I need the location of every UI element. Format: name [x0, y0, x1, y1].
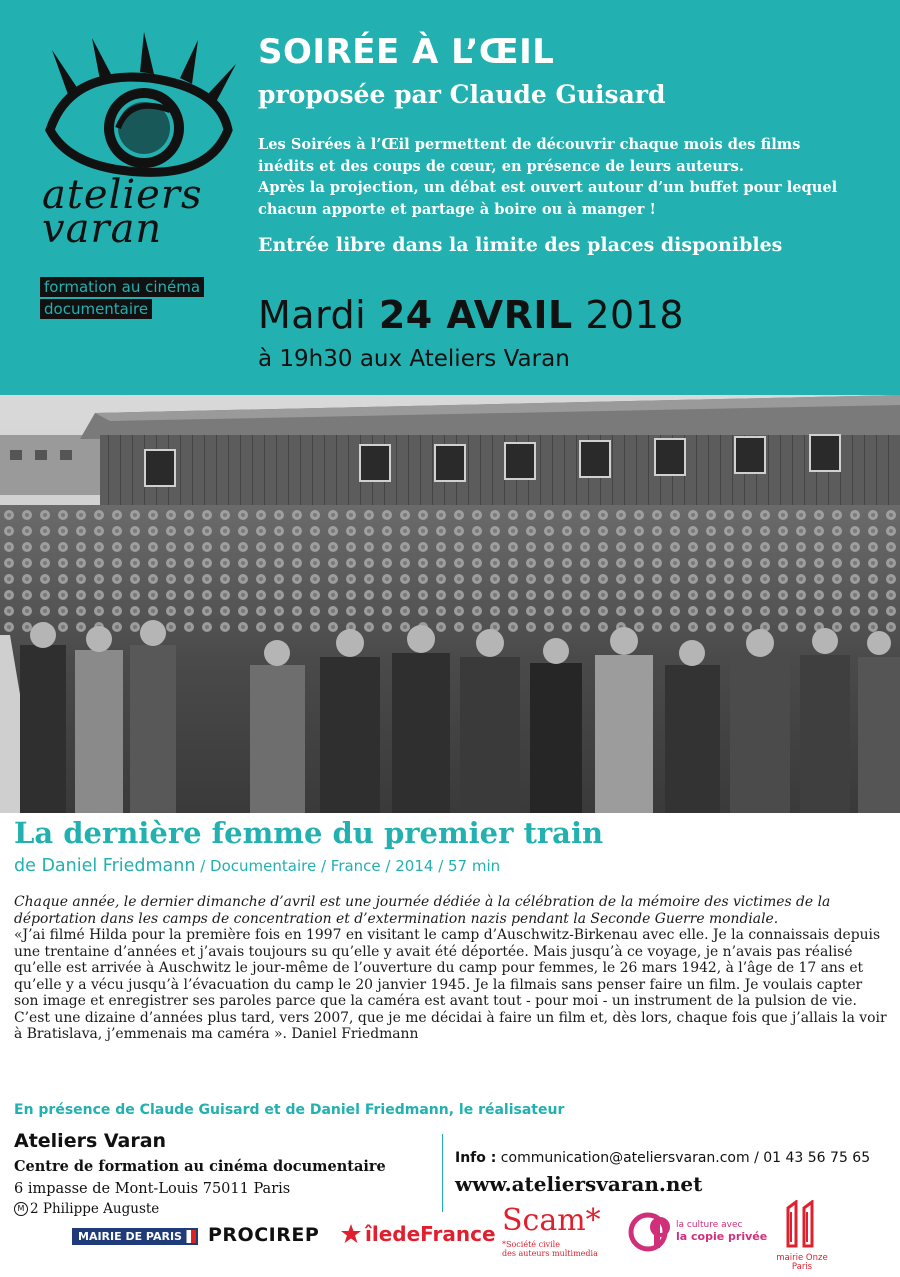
logo	[40, 30, 250, 180]
eye-icon	[40, 30, 240, 180]
website-link[interactable]: www.ateliersvaran.net	[455, 1172, 703, 1196]
synopsis-intro: Chaque année, le dernier dimanche d’avril est une journée dédiée à la célébration de la mémoire des victimes de la déportation dans les camps de concentration et d’extermination nazis pendant la Seconde Guerre mondiale.	[14, 894, 831, 927]
logo-tagline	[40, 277, 204, 321]
copie-text	[676, 1220, 767, 1244]
photo-illustration	[0, 395, 900, 813]
org-name: Ateliers Varan	[14, 1130, 167, 1152]
contact-info	[455, 1150, 870, 1166]
description-line: Après la projection, un débat est ouvert autour d’un buffet pour lequel	[258, 179, 838, 196]
description-line: inédits et des coups de cœur, en présence de leurs auteurs.	[258, 157, 744, 175]
synopsis-quote-end: C’est une dizaine d’années plus tard, vers 2007, que je me décidai à faire un film et, dès lors, chaque fois que j’allais la voir à Bratislava, j’emmenais ma caméra ». Daniel Friedmann	[14, 1009, 887, 1042]
star-icon	[340, 1223, 362, 1245]
sponsor-mairie-onze	[770, 1200, 834, 1272]
copie-privee-icon	[628, 1212, 672, 1252]
date-year: 2018	[585, 293, 685, 337]
scam-sub-line1: *Société civile	[502, 1240, 560, 1249]
synopsis-quote: «J’ai filmé Hilda pour la première fois en 1997 en visitant le camp d’Auschwitz-Birkenau avec elle. Je la connaissais depuis une trentaine d’années et j’avais toujours su qu’elle y avait été déportée. Mais jusqu’à ce voyage, je n’avais pas réalisé qu’elle est arrivée à Auschwitz le jour-même de l’ouverture du camp pour femmes, le 26 mars 1942, à l’âge de 17 ans et qu’elle y a vécu jusqu’à l’évacuation du camp le 20 janvier 1945. Je la filmais sans penser faire un film. Je voulais capter son image et enregistrer ses paroles parce que la caméra est avant tout - pour moi - un instrument de la pulsion de vie.	[14, 927, 881, 1009]
sponsor-ile-de-france	[340, 1222, 496, 1246]
film-title: La dernière femme du premier train	[14, 816, 604, 850]
event-title: SOIRÉE À L’ŒIL	[258, 32, 555, 72]
sponsor-procirep: PROCIREP	[208, 1224, 320, 1246]
metro-station: 2 Philippe Auguste	[30, 1201, 160, 1217]
presence-note: En présence de Claude Guisard et de Daniel Friedmann, le réalisateur	[14, 1102, 565, 1118]
archival-photo	[0, 395, 900, 813]
scam-sub-line2: des auteurs multimedia	[502, 1249, 598, 1258]
copie-line2: la copie privée	[676, 1230, 768, 1243]
event-description	[258, 134, 878, 220]
mairie11-line2: Paris	[791, 1262, 813, 1272]
scam-name: Scam*	[502, 1203, 601, 1238]
description-line: Les Soirées à l’Œil permettent de découvrir chaque mois des films	[258, 136, 801, 153]
film-details: / Documentaire / France / 2014 / 57 min	[195, 857, 501, 875]
event-date	[258, 293, 684, 337]
metro-line	[14, 1201, 434, 1217]
address-block	[14, 1130, 434, 1217]
event-time-place: à 19h30 aux Ateliers Varan	[258, 346, 570, 372]
date-prefix: Mardi	[258, 293, 367, 337]
sponsor-scam	[502, 1203, 612, 1258]
sponsor-copie-privee	[628, 1212, 767, 1252]
logo-tagline-line1: formation au cinéma	[40, 277, 204, 297]
event-subtitle: proposée par Claude Guisard	[258, 80, 666, 109]
org-description: Centre de formation au cinéma documentaire	[14, 1158, 386, 1175]
logo-brand	[42, 172, 222, 252]
copie-line1: la culture avec	[676, 1220, 743, 1230]
entry-note: Entrée libre dans la limite des places disponibles	[258, 234, 783, 256]
mairie-onze-icon	[782, 1200, 822, 1248]
metro-icon: M	[14, 1202, 28, 1216]
street-address: 6 impasse de Mont-Louis 75011 Paris	[14, 1181, 291, 1197]
film-synopsis	[14, 894, 890, 1043]
header-band	[0, 0, 900, 395]
sponsor-idf-text: îledeFrance	[365, 1222, 496, 1246]
logo-tagline-line2: documentaire	[40, 299, 152, 319]
description-line: chacun apporte et partage à boire ou à manger !	[258, 200, 656, 218]
film-meta	[14, 856, 500, 876]
contact-email-phone[interactable]: communication@ateliersvaran.com / 01 43 56 75 65	[496, 1150, 871, 1166]
mairie11-line1: mairie Onze	[776, 1253, 828, 1263]
info-label: Info :	[455, 1150, 497, 1166]
date-day-month: 24 AVRIL	[378, 293, 573, 337]
film-director: de Daniel Friedmann	[14, 856, 196, 876]
logo-brand-line1: ateliers	[42, 172, 203, 218]
footer-divider	[442, 1134, 443, 1212]
sponsor-mairie-de-paris: MAIRIE DE PARIS	[72, 1228, 198, 1245]
logo-brand-line2: varan	[42, 206, 163, 252]
